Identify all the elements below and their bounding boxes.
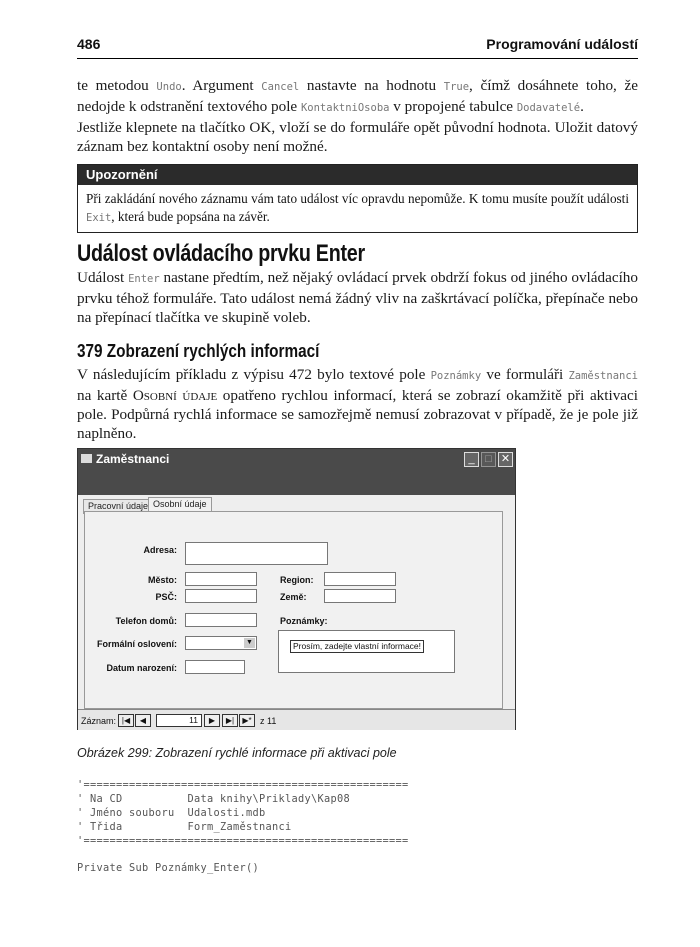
subsection-heading: 379 Zobrazení rychlých informací: [77, 341, 320, 361]
region-input[interactable]: [324, 572, 396, 586]
label-region: Region:: [280, 575, 314, 585]
code-line: '==================================================: [77, 835, 409, 847]
paragraph-2: Jestliže klepnete na tlačítko OK, vloží se do formuláře opět původní hodnota. Uložit datový záznam bez kontaktní osoby není možné.: [77, 119, 638, 155]
label-zeme: Země:: [280, 592, 307, 602]
new-record-button[interactable]: ▶*: [239, 714, 255, 727]
page-number: 486: [77, 36, 101, 52]
zeme-input[interactable]: [324, 589, 396, 603]
note-title: Upozornění: [78, 165, 637, 185]
paragraph-3: Událost Enter nastane předtím, než nějaký ovládací prvek obdrží fokus od jiného ovládacího prvku téhož formuláře. Tato událost nemá žádný vliv na zaškrtávací políčka, přepínače nebo na přepínací tlačítka ve skupině voleb.: [77, 269, 638, 326]
tab-pracovni-udaje[interactable]: Pracovní údaje: [83, 499, 153, 514]
first-record-button[interactable]: |◀: [118, 714, 134, 727]
maximize-button[interactable]: □: [481, 452, 496, 467]
record-navigation-bar: [78, 709, 515, 730]
osloveni-combo[interactable]: [185, 636, 257, 650]
psc-input[interactable]: [185, 589, 257, 603]
last-record-button[interactable]: ▶|: [222, 714, 238, 727]
note-body: Při zakládání nového záznamu vám tato událost víc opravdu nepomůže. K tomu musíte použít události Exit, která bude popsána na závěr.: [86, 191, 629, 224]
label-datum: Datum narození:: [106, 663, 177, 673]
tab-osobni-udaje[interactable]: Osobní údaje: [148, 497, 212, 513]
paragraph-4: V následujícím příkladu z výpisu 472 bylo textové pole Poznámky ve formuláři Zaměstnanci na kartě Osobní údaje opatřeno rychlou informací, která se zobrazí okamžitě při aktivaci pole. Podpůrná rychlá informace se samozřejmě nemusí zobrazovat v případě, že je pole již naplněno.: [77, 366, 639, 442]
record-number-input[interactable]: 11: [156, 714, 202, 727]
tooltip: Prosím, zadejte vlastní informace!: [290, 640, 424, 653]
window-title: Zaměstnanci: [96, 452, 170, 466]
code-line: '==================================================: [77, 779, 409, 791]
close-button[interactable]: ✕: [498, 452, 513, 467]
code-line: ' Třida Form_Zaměstnanci: [77, 821, 292, 833]
tab-panel: [84, 511, 503, 709]
record-total: z 11: [260, 716, 277, 726]
record-label: Záznam:: [81, 716, 117, 726]
figure-caption: Obrázek 299: Zobrazení rychlé informace při aktivaci pole: [77, 746, 397, 760]
section-heading: Událost ovládacího prvku Enter: [77, 240, 365, 267]
code-line: Private Sub Poznámky_Enter(): [77, 862, 259, 874]
form-area: [78, 495, 515, 709]
form-window-screenshot: [77, 448, 516, 730]
telefon-input[interactable]: [185, 613, 257, 627]
header-rule: [77, 58, 638, 59]
label-poznamky: Poznámky:: [280, 616, 328, 626]
label-adresa: Adresa:: [143, 545, 177, 555]
running-header: Programování událostí: [486, 36, 638, 52]
label-psc: PSČ:: [155, 592, 177, 602]
label-mesto: Město:: [148, 575, 177, 585]
label-telefon: Telefon domů:: [115, 616, 177, 626]
note-box: [77, 164, 638, 233]
label-osloveni: Formální oslovení:: [96, 639, 177, 649]
minimize-button[interactable]: _: [464, 452, 479, 467]
adresa-input[interactable]: [185, 542, 328, 565]
datum-input[interactable]: [185, 660, 245, 674]
chevron-down-icon[interactable]: ▼: [244, 638, 255, 648]
code-line: ' Jméno souboru Udalosti.mdb: [77, 807, 266, 819]
prev-record-button[interactable]: ◀: [135, 714, 151, 727]
mesto-input[interactable]: [185, 572, 257, 586]
code-line: ' Na CD Data knihy\Priklady\Kap08: [77, 793, 350, 805]
next-record-button[interactable]: ▶: [204, 714, 220, 727]
paragraph-1: te metodou Undo. Argument Cancel nastavte na hodnotu True, čímž dosáhnete toho, že nedojde k odstranění textového pole KontaktniOsoba v propojené tabulce Dodavatelé.: [77, 77, 638, 115]
